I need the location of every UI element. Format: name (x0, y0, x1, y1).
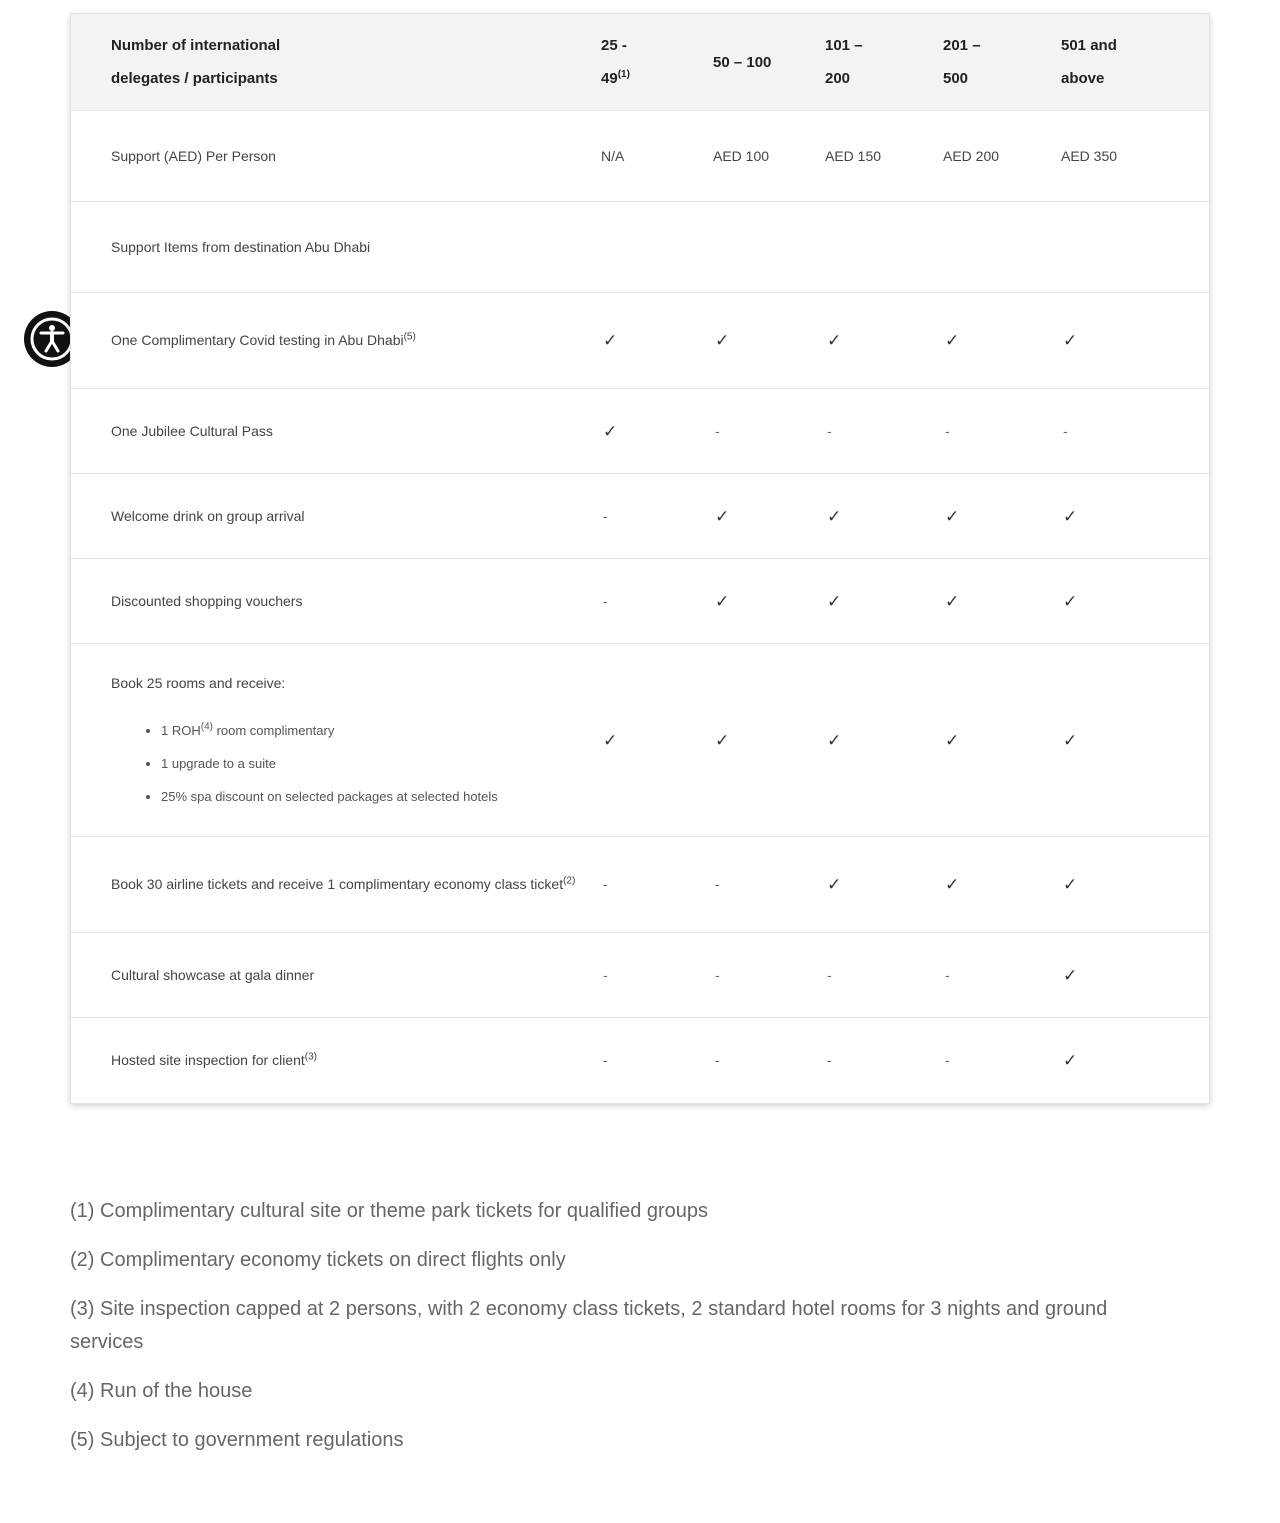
footnote-ref: (3) (304, 1051, 317, 1063)
check-mark-cell: ✓ (1063, 506, 1078, 526)
header-line: 101 – (825, 37, 863, 54)
footnote-item: (4) Run of the house (70, 1380, 253, 1402)
row-label: One Jubilee Cultural Pass (111, 422, 273, 439)
check-mark-cell: ✓ (945, 506, 960, 526)
check-mark-cell: ✓ (945, 730, 960, 750)
footnote-ref: (1) (617, 69, 630, 80)
list-item-text: 1 upgrade to a suite (161, 756, 276, 771)
check-mark-cell: ✓ (715, 506, 730, 526)
row-label-cell (71, 1018, 601, 1103)
footnote-item: (2) Complimentary economy tickets on direct flights only (70, 1249, 566, 1271)
dash-cell: - (945, 966, 950, 983)
check-mark-cell: ✓ (945, 591, 960, 611)
check-mark-cell: ✓ (945, 875, 960, 894)
row-label: Book 25 rooms and receive: (111, 675, 286, 691)
list-item-text: 1 ROH (161, 723, 201, 738)
support-items-row (71, 202, 1209, 293)
check-mark-cell: ✓ (1063, 965, 1078, 985)
cultural-showcase-row (71, 933, 1209, 1018)
check-mark-cell: ✓ (1063, 1050, 1078, 1070)
check-mark-cell: ✓ (715, 730, 730, 750)
value-cell (713, 202, 825, 293)
list-item (161, 780, 581, 813)
incentives-table-card (70, 13, 1210, 1104)
dash-cell: - (945, 422, 950, 439)
welcome-drink-row (71, 474, 1209, 559)
dash-cell: - (715, 1051, 720, 1068)
value-cell: AED 200 (943, 147, 1000, 164)
footnote-ref: (4) (200, 721, 213, 733)
value-cell (943, 202, 1061, 293)
dash-cell: - (603, 966, 608, 983)
table-body (71, 111, 1209, 1103)
cultural-pass-row (71, 389, 1209, 474)
footnote-item: (5) Subject to government regulations (70, 1429, 404, 1451)
footnote-item: (3) Site inspection capped at 2 persons, with 2 economy class tickets, 2 standard hotel rooms for 3 nights and ground services (70, 1298, 1108, 1353)
check-mark-cell: ✓ (827, 331, 842, 350)
value-cell: AED 350 (1061, 147, 1118, 164)
value-cell: AED 100 (713, 147, 770, 164)
row-label-cell (71, 293, 601, 389)
header-line: Number of international (111, 37, 281, 54)
row-label: Book 30 airline tickets and receive 1 complimentary economy class ticket (111, 876, 564, 892)
header-line: 201 – (943, 37, 981, 54)
row-label-cell (71, 644, 601, 837)
check-mark-cell: ✓ (603, 331, 618, 350)
table-header-row (71, 14, 1209, 111)
header-line (601, 62, 713, 95)
footnotes (70, 1195, 1160, 1473)
covid-testing-row (71, 293, 1209, 389)
row-label-cell (71, 933, 601, 1018)
check-mark-cell: ✓ (715, 331, 730, 350)
dash-cell: - (1063, 422, 1068, 439)
header-50-100 (713, 14, 825, 111)
footnote-ref: (5) (403, 331, 416, 343)
perks-list (111, 714, 581, 813)
check-mark-cell: ✓ (715, 591, 730, 611)
dash-cell: - (715, 966, 720, 983)
header-participants (71, 14, 601, 111)
check-mark-cell: ✓ (603, 421, 618, 441)
header-201-500 (943, 14, 1061, 111)
value-cell (601, 202, 713, 293)
row-label-cell (71, 111, 601, 202)
dash-cell: - (827, 1051, 832, 1068)
row-label: Support (AED) Per Person (111, 147, 276, 164)
check-mark-cell: ✓ (945, 331, 960, 350)
dash-cell: - (827, 966, 832, 983)
check-mark-cell: ✓ (1063, 875, 1078, 894)
footnote-ref: (2) (563, 875, 576, 887)
check-mark-cell: ✓ (603, 730, 618, 750)
header-line: above (1061, 70, 1105, 87)
row-label: One Complimentary Covid testing in Abu Dhabi (111, 332, 404, 348)
check-mark-cell: ✓ (827, 591, 842, 611)
check-mark-cell: ✓ (827, 506, 842, 526)
dash-cell: - (715, 422, 720, 439)
value-cell: AED 150 (825, 147, 882, 164)
header-101-200 (825, 14, 943, 111)
check-mark-cell: ✓ (1063, 591, 1078, 611)
list-item (161, 714, 581, 747)
check-mark-cell: ✓ (1063, 331, 1078, 350)
row-label-cell (71, 389, 601, 474)
check-mark-cell: ✓ (1063, 730, 1078, 750)
header-line: 500 (943, 70, 969, 87)
row-label: Support Items from destination Abu Dhabi (111, 238, 371, 255)
header-line: delegates / participants (111, 70, 278, 87)
header-text: 49 (601, 70, 618, 87)
header-line: 501 and (1061, 37, 1117, 54)
value-cell: N/A (601, 147, 625, 164)
header-line: 25 - (601, 37, 627, 54)
header-501-above (1061, 14, 1209, 111)
row-label-cell (71, 474, 601, 559)
list-item-text: 25% spa discount on selected packages at selected hotels (161, 789, 498, 804)
dash-cell: - (603, 1051, 608, 1068)
row-label: Welcome drink on group arrival (111, 507, 305, 524)
row-label-cell (71, 837, 601, 933)
footnote-item: (1) Complimentary cultural site or theme park tickets for qualified groups (70, 1200, 709, 1222)
row-label-cell (71, 559, 601, 644)
dash-cell: - (715, 876, 720, 892)
check-mark-cell: ✓ (827, 875, 842, 894)
dash-cell: - (603, 876, 608, 892)
value-cell (825, 202, 943, 293)
check-mark-cell: ✓ (827, 730, 842, 750)
incentives-table (71, 14, 1209, 1103)
value-cell (1061, 202, 1209, 293)
dash-cell: - (603, 507, 608, 524)
site-inspection-row (71, 1018, 1209, 1103)
airline-tickets-row (71, 837, 1209, 933)
list-item-text: room complimentary (212, 723, 335, 738)
row-label-cell (71, 202, 601, 293)
header-line: 50 – 100 (713, 53, 772, 71)
header-line: 200 (825, 70, 851, 87)
dash-cell: - (827, 422, 832, 439)
support-aed-row (71, 111, 1209, 202)
row-label: Cultural showcase at gala dinner (111, 966, 315, 983)
header-25-49 (601, 14, 713, 111)
shopping-vouchers-row (71, 559, 1209, 644)
dash-cell: - (603, 592, 608, 609)
row-label: Hosted site inspection for client (111, 1051, 305, 1068)
list-item (161, 747, 581, 780)
dash-cell: - (945, 1051, 950, 1068)
book-rooms-row (71, 644, 1209, 837)
row-label: Discounted shopping vouchers (111, 592, 303, 609)
